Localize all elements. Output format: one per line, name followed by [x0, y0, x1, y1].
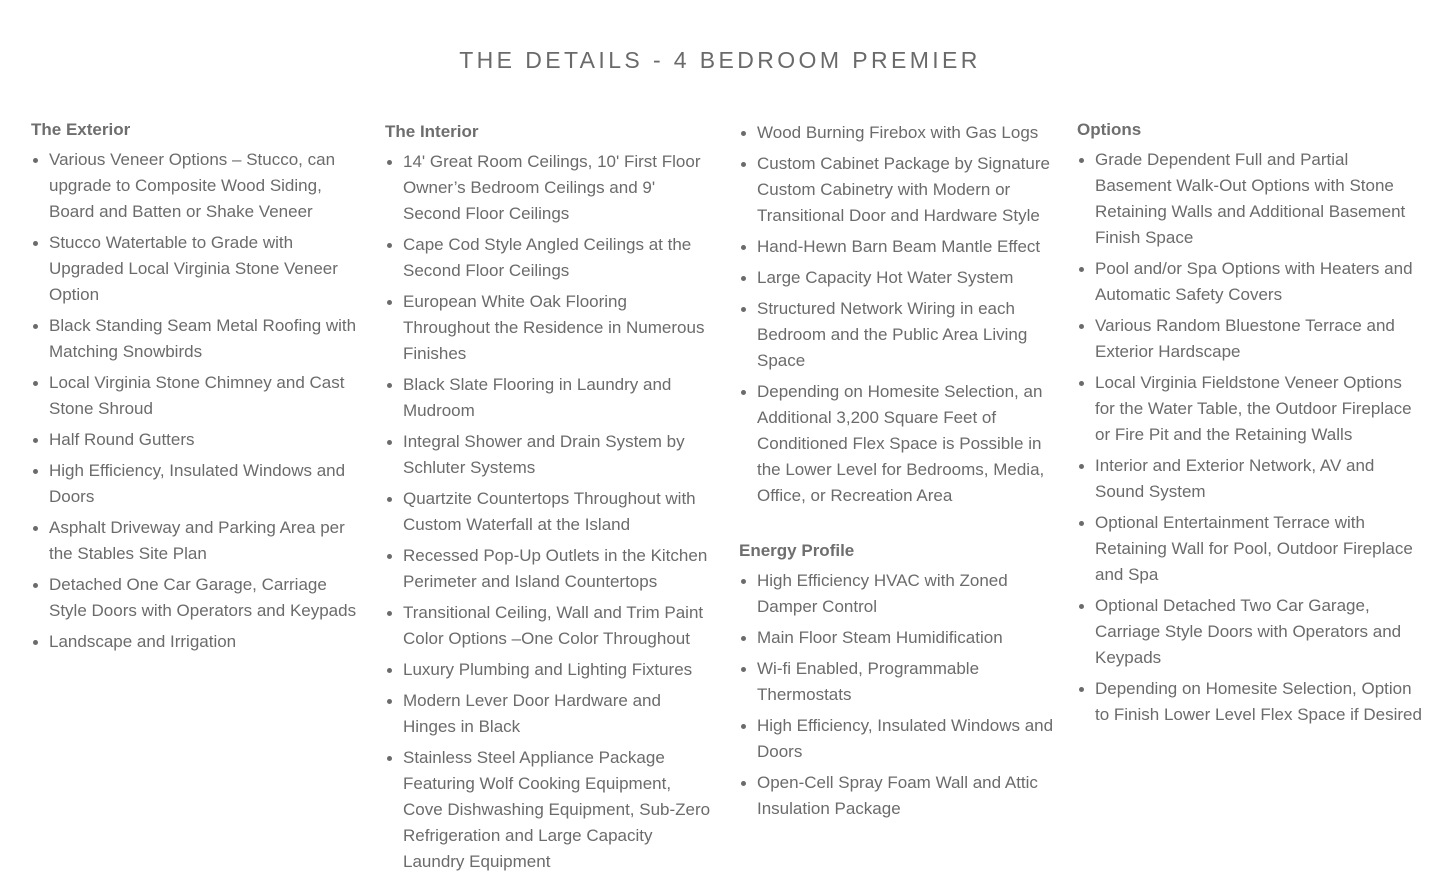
list-item: Hand-Hewn Barn Beam Mantle Effect [739, 234, 1069, 260]
list-item: Open-Cell Spray Foam Wall and Attic Insulation Package [739, 770, 1069, 822]
list-item: Recessed Pop-Up Outlets in the Kitchen Perimeter and Island Countertops [385, 543, 715, 595]
list-item: Transitional Ceiling, Wall and Trim Paint Color Options –One Color Throughout [385, 600, 715, 652]
interior-list [385, 149, 715, 875]
list-item: Half Round Gutters [31, 427, 366, 453]
list-item: Stucco Watertable to Grade with Upgraded Local Virginia Stone Veneer Option [31, 230, 366, 308]
exterior-list [31, 147, 366, 655]
options-heading: Options [1077, 120, 1142, 139]
list-item: Depending on Homesite Selection, Option to Finish Lower Level Flex Space if Desired [1077, 676, 1422, 728]
list-item: Quartzite Countertops Throughout with Custom Waterfall at the Island [385, 486, 715, 538]
interior-continued-list [739, 120, 1069, 509]
list-item: Black Slate Flooring in Laundry and Mudroom [385, 372, 715, 424]
exterior-heading: The Exterior [31, 120, 131, 139]
list-item: High Efficiency, Insulated Windows and Doors [31, 458, 366, 510]
list-item: Optional Detached Two Car Garage, Carriage Style Doors with Operators and Keypads [1077, 593, 1422, 671]
list-item: Large Capacity Hot Water System [739, 265, 1069, 291]
list-item: Landscape and Irrigation [31, 629, 366, 655]
list-item: Luxury Plumbing and Lighting Fixtures [385, 657, 715, 683]
list-item: Modern Lever Door Hardware and Hinges in Black [385, 688, 715, 740]
list-item: Asphalt Driveway and Parking Area per the Stables Site Plan [31, 515, 366, 567]
list-item: Wi-fi Enabled, Programmable Thermostats [739, 656, 1069, 708]
energy-heading: Energy Profile [739, 541, 855, 560]
interior-heading: The Interior [385, 122, 479, 141]
list-item: Structured Network Wiring in each Bedroom and the Public Area Living Space [739, 296, 1069, 374]
list-item: Local Virginia Fieldstone Veneer Options for the Water Table, the Outdoor Fireplace or Fire Pit and the Retaining Walls [1077, 370, 1422, 448]
list-item: Various Veneer Options – Stucco, can upgrade to Composite Wood Siding, Board and Batten or Shake Veneer [31, 147, 366, 225]
list-item: High Efficiency, Insulated Windows and Doors [739, 713, 1069, 765]
list-item: Optional Entertainment Terrace with Retaining Wall for Pool, Outdoor Fireplace and Spa [1077, 510, 1422, 588]
list-item: Interior and Exterior Network, AV and Sound System [1077, 453, 1422, 505]
list-item: Depending on Homesite Selection, an Additional 3,200 Square Feet of Conditioned Flex Space is Possible in the Lower Level for Bedrooms, Media, Office, or Recreation Area [739, 379, 1069, 509]
list-item: Wood Burning Firebox with Gas Logs [739, 120, 1069, 146]
options-section [1077, 119, 1422, 733]
list-item: Main Floor Steam Humidification [739, 625, 1069, 651]
exterior-section [31, 119, 366, 660]
list-item: Local Virginia Stone Chimney and Cast Stone Shroud [31, 370, 366, 422]
list-item: Various Random Bluestone Terrace and Exterior Hardscape [1077, 313, 1422, 365]
list-item: Pool and/or Spa Options with Heaters and Automatic Safety Covers [1077, 256, 1422, 308]
list-item: Cape Cod Style Angled Ceilings at the Second Floor Ceilings [385, 232, 715, 284]
list-item: Custom Cabinet Package by Signature Custom Cabinetry with Modern or Transitional Door and Hardware Style [739, 151, 1069, 229]
list-item: High Efficiency HVAC with Zoned Damper Control [739, 568, 1069, 620]
list-item: European White Oak Flooring Throughout the Residence in Numerous Finishes [385, 289, 715, 367]
list-item: Grade Dependent Full and Partial Basement Walk-Out Options with Stone Retaining Walls and Additional Basement Finish Space [1077, 147, 1422, 251]
list-item: Detached One Car Garage, Carriage Style Doors with Operators and Keypads [31, 572, 366, 624]
energy-list [739, 568, 1069, 822]
list-item: 14' Great Room Ceilings, 10' First Floor Owner’s Bedroom Ceilings and 9' Second Floor Ceilings [385, 149, 715, 227]
list-item: Black Standing Seam Metal Roofing with Matching Snowbirds [31, 313, 366, 365]
interior-continued-section [739, 120, 1069, 827]
page-title: THE DETAILS - 4 BEDROOM PREMIER [459, 47, 981, 73]
list-item: Integral Shower and Drain System by Schluter Systems [385, 429, 715, 481]
list-item: Stainless Steel Appliance Package Featuring Wolf Cooking Equipment, Cove Dishwashing Equipment, Sub-Zero Refrigeration and Large Capacity Laundry Equipment [385, 745, 715, 875]
interior-section [385, 121, 715, 880]
options-list [1077, 147, 1422, 728]
